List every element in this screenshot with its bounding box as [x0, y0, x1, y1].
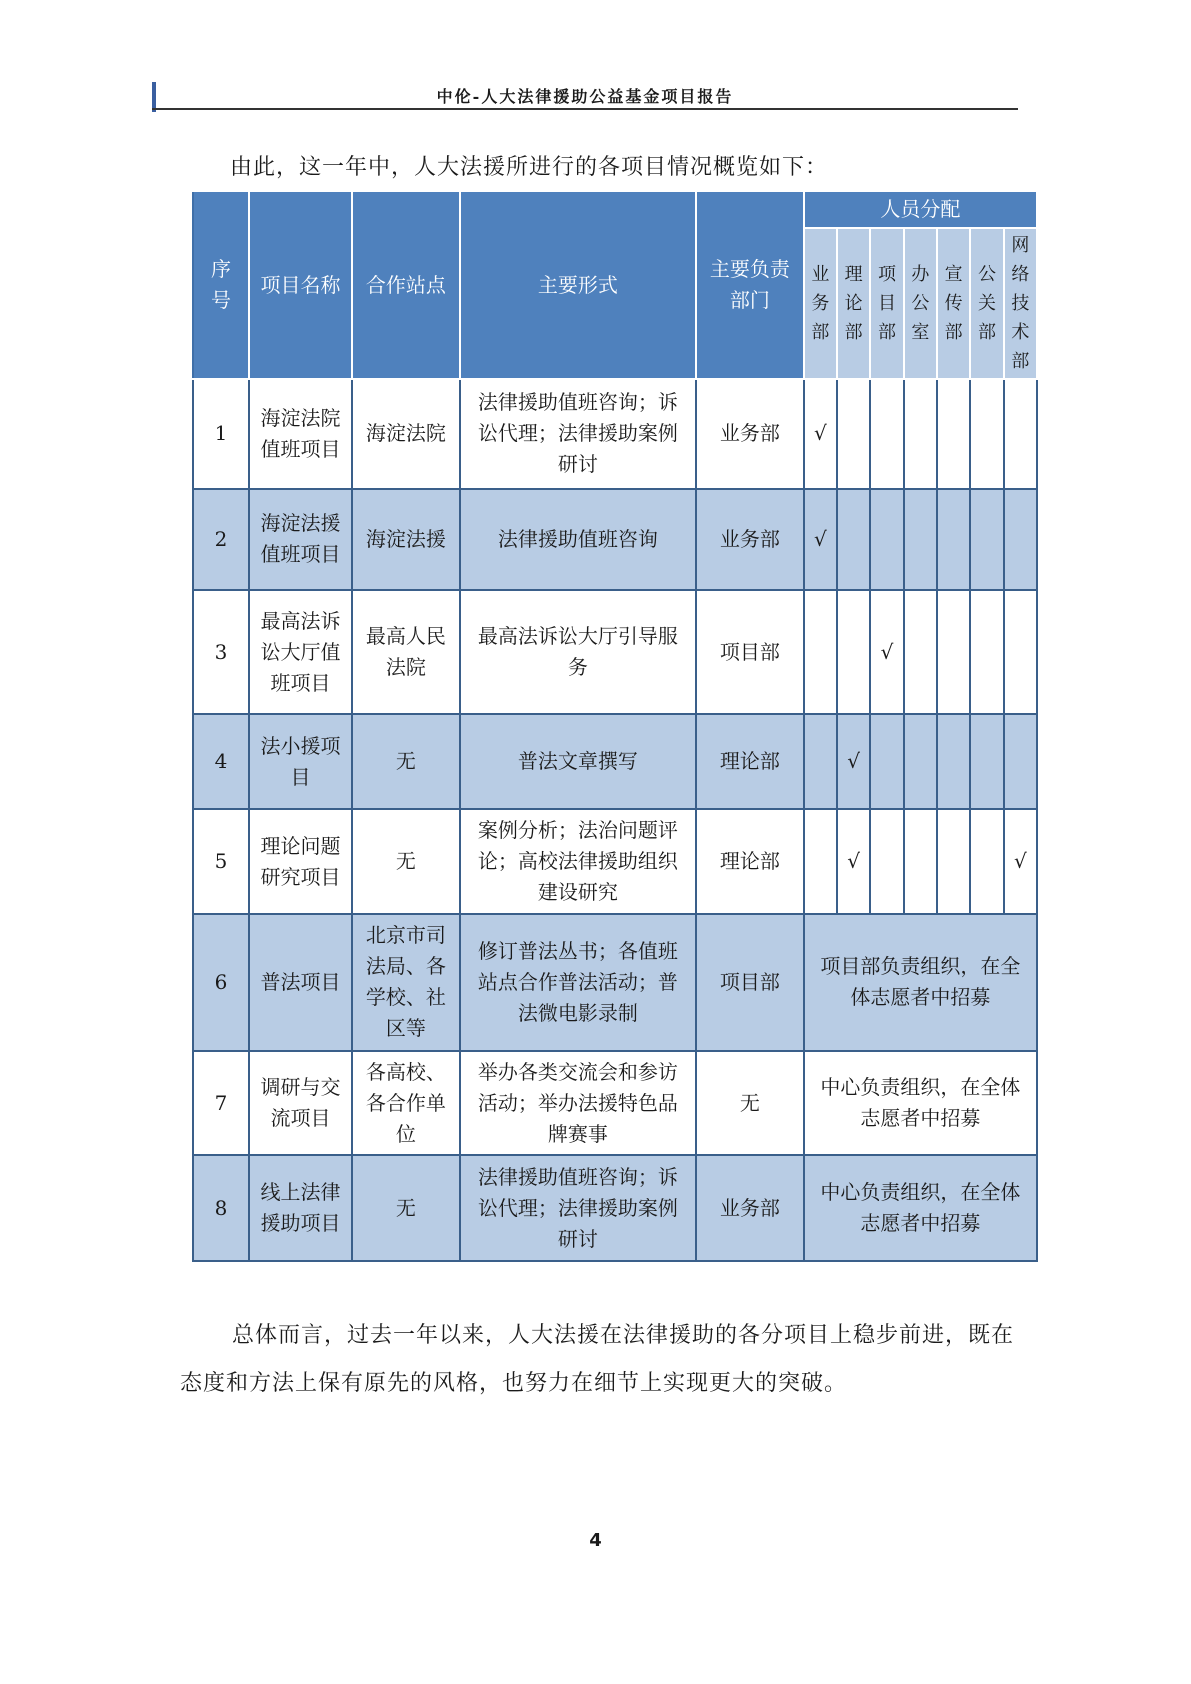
- cell-site: 最高人民法院: [352, 590, 460, 714]
- header-form: 主要形式: [460, 191, 697, 379]
- cell-name: 理论问题研究项目: [249, 809, 352, 913]
- cell-site: 无: [352, 714, 460, 809]
- check-mark-icon: √: [837, 809, 870, 913]
- cell-form: 法律援助值班咨询: [460, 489, 697, 590]
- check-mark-icon: √: [870, 590, 903, 714]
- empty-staff-cell: [937, 489, 970, 590]
- header-sub-dept: 办 公 室: [904, 228, 937, 379]
- empty-staff-cell: [837, 590, 870, 714]
- table-row: [193, 914, 1037, 1051]
- cell-dept: 理论部: [696, 809, 804, 913]
- empty-staff-cell: [904, 809, 937, 913]
- empty-staff-cell: [837, 489, 870, 590]
- empty-staff-cell: [870, 714, 903, 809]
- cell-site: 海淀法援: [352, 489, 460, 590]
- cell-dept: 理论部: [696, 714, 804, 809]
- cell-site: 各高校、各合作单位: [352, 1051, 460, 1155]
- cell-name: 海淀法院值班项目: [249, 379, 352, 489]
- header-sub-dept: 项 目 部: [870, 228, 903, 379]
- empty-staff-cell: [1004, 714, 1037, 809]
- cell-dept: 无: [696, 1051, 804, 1155]
- table-row: [193, 489, 1037, 590]
- cell-dept: 业务部: [696, 1155, 804, 1261]
- cell-site: 海淀法院: [352, 379, 460, 489]
- cell-form: 普法文章撰写: [460, 714, 697, 809]
- empty-staff-cell: [870, 489, 903, 590]
- cell-no: 2: [193, 489, 249, 590]
- check-mark-icon: √: [804, 379, 837, 489]
- check-mark-icon: √: [1004, 809, 1037, 913]
- empty-staff-cell: [937, 714, 970, 809]
- cell-form: 法律援助值班咨询；诉讼代理；法律援助案例研讨: [460, 1155, 697, 1261]
- check-mark-icon: √: [804, 489, 837, 590]
- cell-name: 最高法诉讼大厅值班项目: [249, 590, 352, 714]
- running-header-title: 中伦-人大法律援助公益基金项目报告: [436, 87, 734, 106]
- cell-name: 线上法律援助项目: [249, 1155, 352, 1261]
- page-number: 4: [589, 1530, 602, 1551]
- intro-paragraph: 由此，这一年中，人大法援所进行的各项目情况概览如下：: [230, 155, 829, 180]
- empty-staff-cell: [870, 809, 903, 913]
- header-no: 序号: [193, 191, 249, 379]
- empty-staff-cell: [870, 379, 903, 489]
- empty-staff-cell: [804, 590, 837, 714]
- table-row: [193, 1155, 1037, 1261]
- empty-staff-cell: [937, 809, 970, 913]
- empty-staff-cell: [970, 590, 1003, 714]
- cell-form: 案例分析；法治问题评论；高校法律援助组织建设研究: [460, 809, 697, 913]
- empty-staff-cell: [970, 714, 1003, 809]
- header-rule: [152, 108, 1018, 110]
- table-row: [193, 379, 1037, 489]
- check-mark-icon: √: [837, 714, 870, 809]
- header-dept: 主要负责部门: [696, 191, 804, 379]
- closing-text: 总体而言，过去一年以来，人大法援在法律援助的各分项目上稳步前进，既在态度和方法上保有原先的风格，也努力在细节上实现更大的突破。: [180, 1323, 1015, 1396]
- cell-form: 最高法诉讼大厅引导服务: [460, 590, 697, 714]
- cell-no: 3: [193, 590, 249, 714]
- header-sub-dept: 业 务 部: [804, 228, 837, 379]
- cell-site: 北京市司法局、各学校、社区等: [352, 914, 460, 1051]
- header-sub-dept: 公 关 部: [970, 228, 1003, 379]
- cell-no: 7: [193, 1051, 249, 1155]
- empty-staff-cell: [804, 809, 837, 913]
- cell-form: 举办各类交流会和参访活动；举办法援特色品牌赛事: [460, 1051, 697, 1155]
- empty-staff-cell: [970, 809, 1003, 913]
- cell-name: 法小援项目: [249, 714, 352, 809]
- cell-no: 1: [193, 379, 249, 489]
- cell-site: 无: [352, 1155, 460, 1261]
- empty-staff-cell: [1004, 489, 1037, 590]
- table-row: [193, 809, 1037, 913]
- empty-staff-cell: [970, 379, 1003, 489]
- cell-form: 修订普法丛书；各值班站点合作普法活动；普法微电影录制: [460, 914, 697, 1051]
- table-row: [193, 1051, 1037, 1155]
- cell-name: 调研与交流项目: [249, 1051, 352, 1155]
- cell-no: 4: [193, 714, 249, 809]
- cell-staff-note: 中心负责组织，在全体志愿者中招募: [804, 1155, 1037, 1261]
- header-sub-dept: 理 论 部: [837, 228, 870, 379]
- cell-no: 8: [193, 1155, 249, 1261]
- empty-staff-cell: [904, 379, 937, 489]
- cell-staff-note: 中心负责组织，在全体志愿者中招募: [804, 1051, 1037, 1155]
- cell-form: 法律援助值班咨询；诉讼代理；法律援助案例研讨: [460, 379, 697, 489]
- table-row: [193, 590, 1037, 714]
- empty-staff-cell: [937, 590, 970, 714]
- closing-paragraph: [180, 1312, 1020, 1408]
- empty-staff-cell: [904, 590, 937, 714]
- cell-name: 普法项目: [249, 914, 352, 1051]
- empty-staff-cell: [904, 489, 937, 590]
- cell-staff-note: 项目部负责组织，在全体志愿者中招募: [804, 914, 1037, 1051]
- cell-dept: 业务部: [696, 379, 804, 489]
- cell-no: 5: [193, 809, 249, 913]
- cell-dept: 业务部: [696, 489, 804, 590]
- empty-staff-cell: [904, 714, 937, 809]
- header-sub-dept: 网 络 技 术 部: [1004, 228, 1037, 379]
- cell-no: 6: [193, 914, 249, 1051]
- header-site: 合作站点: [352, 191, 460, 379]
- header-name: 项目名称: [249, 191, 352, 379]
- cell-site: 无: [352, 809, 460, 913]
- empty-staff-cell: [1004, 379, 1037, 489]
- cell-dept: 项目部: [696, 914, 804, 1051]
- empty-staff-cell: [1004, 590, 1037, 714]
- cell-dept: 项目部: [696, 590, 804, 714]
- header-staff-allocation: 人员分配: [804, 191, 1037, 228]
- cell-name: 海淀法援值班项目: [249, 489, 352, 590]
- header-sub-dept: 宣 传 部: [937, 228, 970, 379]
- table-row: [193, 714, 1037, 809]
- empty-staff-cell: [804, 714, 837, 809]
- empty-staff-cell: [837, 379, 870, 489]
- project-overview-table: [192, 190, 1038, 1262]
- empty-staff-cell: [970, 489, 1003, 590]
- empty-staff-cell: [937, 379, 970, 489]
